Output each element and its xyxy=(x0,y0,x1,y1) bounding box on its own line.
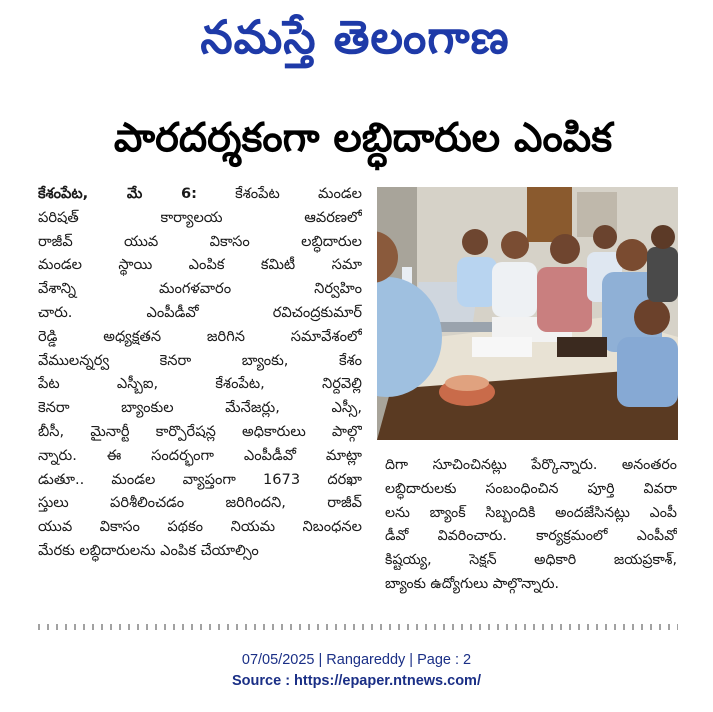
article-line: చారు. ఎంపీడీవో రవిచంద్రకుమార్ xyxy=(38,303,362,321)
article-right-column xyxy=(385,454,677,614)
article-line: రెడ్డి అధ్యక్షతన జరిగిన సమావేశంలో xyxy=(38,327,362,345)
article-line: బీసీ, మైనార్టీ కార్పొరేషన్ల అధికారులు పాల్గొ xyxy=(38,422,362,440)
article-line: పేట ఎస్బీఐ, కేశంపేట, నిర్దవెల్లి xyxy=(38,375,362,393)
article-line: బ్యాంకు ఉద్యోగులు పాల్గొన్నారు. xyxy=(385,575,560,592)
article-line: మండల స్థాయి ఎంపిక కమిటీ సమా xyxy=(38,256,362,274)
masthead-logo: నమస్తే తెలంగాణ xyxy=(200,10,510,64)
article-left-column xyxy=(38,182,362,622)
article-line: యువ వికాసం పథకం నియమ నిబంధనల xyxy=(38,518,362,536)
meeting-photo-icon xyxy=(377,187,678,440)
footer-place: Rangareddy xyxy=(326,652,406,668)
meeting-photo xyxy=(377,187,678,440)
article-line: లను బ్యాంక్ సిబ్బందికి అందజేసినట్లు ఎంపీ xyxy=(385,504,677,521)
article-line: డీవో వివరించారు. కార్యక్రమంలో ఎంపీవో xyxy=(385,528,677,545)
dateline: కేశంపేట, మే 6: xyxy=(38,185,197,202)
article-line: కేశంపేట, మే 6: కేశంపేట మండల xyxy=(38,185,362,202)
article-line: వేశాన్ని మంగళవారం నిర్వహిం xyxy=(38,280,362,298)
clipping-edge xyxy=(38,624,678,630)
article-line: దిగా సూచించినట్లు పేర్కొన్నారు. అనంతరం xyxy=(385,457,677,473)
article-headline: పారదర్శకంగా లబ్ధిదారుల ఎంపిక xyxy=(113,115,613,161)
article-line: స్తులు పరిశీలించడం జరిగిందని, రాజీవ్ xyxy=(38,494,362,512)
article-line: కెనరా బ్యాంకుల మేనేజర్లు, ఎస్సీ, xyxy=(38,399,362,417)
footer-meta xyxy=(0,650,713,670)
footer-date: 07/05/2025 xyxy=(241,652,315,668)
footer-source[interactable]: Source : https://epaper.ntnews.com/ xyxy=(232,673,481,689)
article-line: న్నారు. ఈ సందర్భంగా ఎంపీడీవో మాట్లా xyxy=(38,446,362,464)
article-line: రాజీవ్ యువ వికాసం లబ్ధిదారుల xyxy=(38,232,362,250)
article-line: మేరకు లబ్ధిదారులను ఎంపిక చేయాల్సిం xyxy=(38,541,259,559)
footer-page: Page : 2 xyxy=(417,652,472,668)
article-line: కిష్టయ్య, సెక్షన్ అధికారి జయప్రకాశ్, xyxy=(385,552,677,569)
article-line: డుతూ.. మండల వ్యాప్తంగా 1673 దరఖా xyxy=(38,470,362,488)
footer-separator: | xyxy=(405,652,418,668)
article-line: పరిషత్ కార్యాలయ ఆవరణలో xyxy=(38,208,362,226)
article-line: లబ్ధిదారులకు సంబంధించిన పూర్తి వివరా xyxy=(385,480,677,497)
footer-separator: | xyxy=(314,652,327,668)
article-line: వేములన్నర్వ కెనరా బ్యాంకు, కేశం xyxy=(38,351,362,369)
